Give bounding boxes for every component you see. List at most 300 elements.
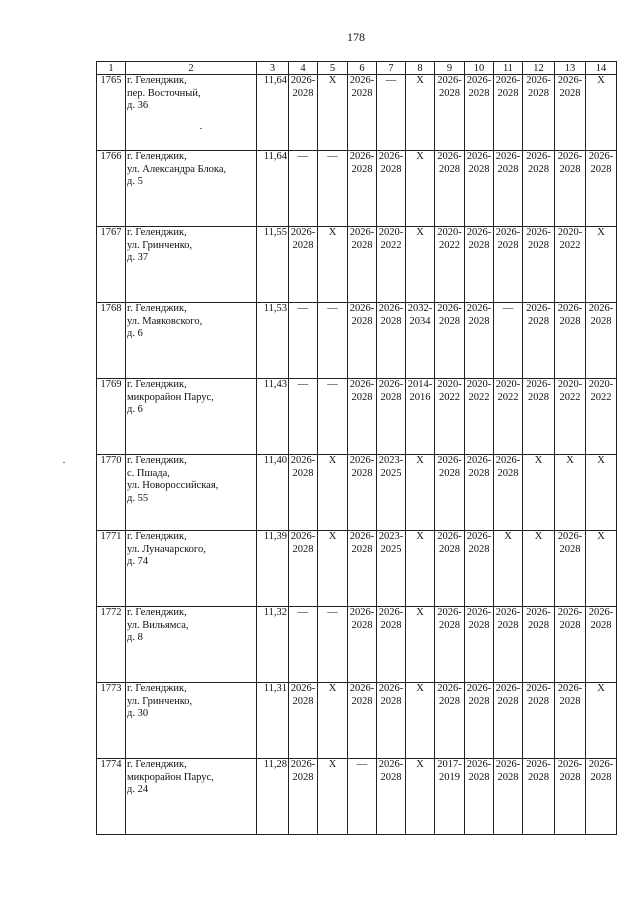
period-text: 2028 [380, 315, 402, 327]
period-text: 2026- [557, 531, 583, 542]
period-text: X [328, 683, 337, 694]
area-cell: 11,53 [257, 303, 289, 379]
period-cell [318, 607, 348, 683]
period-cell [555, 759, 586, 835]
address-line: г. Геленджик, [127, 531, 187, 542]
area-cell: 11,39 [257, 531, 289, 607]
period-text: 2028 [439, 695, 460, 707]
period-text: 2026- [437, 455, 462, 466]
period-text: 2026- [349, 303, 375, 314]
period-text: — [385, 75, 397, 86]
table-row [97, 227, 617, 303]
period-text: X [534, 455, 543, 466]
period-text: 2028 [468, 163, 490, 175]
period-text: 2028 [292, 467, 314, 479]
column-header: 10 [465, 62, 494, 75]
period-cell [348, 455, 377, 531]
table-row [97, 379, 617, 455]
period-text: 2022 [559, 391, 581, 403]
period-cell [465, 455, 494, 531]
address-line: д. 5 [127, 176, 143, 187]
column-header: 7 [377, 62, 406, 75]
period-text: X [597, 227, 605, 238]
period-text: 2026- [466, 607, 492, 618]
period-text: 2028 [351, 467, 373, 479]
period-cell [318, 683, 348, 759]
period-text: X [416, 455, 424, 466]
period-cell [465, 759, 494, 835]
period-text: X [328, 455, 337, 466]
period-text: 2022 [468, 391, 490, 403]
period-cell [586, 759, 617, 835]
address-cell [126, 683, 257, 759]
period-text: 2028 [559, 695, 581, 707]
period-cell [523, 303, 555, 379]
period-text: 2023- [378, 531, 404, 542]
period-cell [377, 227, 406, 303]
period-text: 2026- [495, 455, 521, 466]
address-line: микрорайон Парус, [127, 771, 214, 783]
period-cell [348, 303, 377, 379]
column-header: 3 [257, 62, 289, 75]
period-cell [465, 227, 494, 303]
period-cell [586, 455, 617, 531]
address-line: д. 36 [127, 100, 149, 111]
period-text: 2026- [349, 607, 375, 618]
period-text: X [416, 683, 424, 694]
period-text: 2026- [349, 531, 375, 542]
period-cell [435, 759, 465, 835]
period-text: 2028 [528, 239, 549, 251]
period-cell [523, 607, 555, 683]
period-text: X [597, 683, 605, 694]
address-line: д. 30 [127, 708, 149, 719]
period-text: 2028 [497, 467, 519, 479]
period-text: 2026- [437, 151, 462, 162]
period-cell [289, 455, 318, 531]
period-text: 2028 [497, 239, 519, 251]
period-text: 2026- [378, 151, 404, 162]
period-text: 2014- [407, 379, 433, 390]
period-text: 2028 [380, 771, 402, 783]
period-cell [435, 607, 465, 683]
period-text: 2026- [526, 303, 551, 314]
period-text: 2028 [528, 315, 549, 327]
column-header: 5 [318, 62, 348, 75]
period-cell [586, 227, 617, 303]
period-text: 2028 [497, 87, 519, 99]
table-row [97, 531, 617, 607]
period-text: 2026- [466, 531, 492, 542]
page-number: 178 [347, 30, 365, 44]
period-text: 2028 [497, 619, 519, 631]
period-text: 2028 [528, 695, 549, 707]
area-cell: 11,64 [257, 151, 289, 227]
period-text: 2028 [559, 543, 581, 555]
period-cell [523, 455, 555, 531]
period-text: 2020- [495, 379, 521, 390]
period-text: 2028 [497, 695, 519, 707]
address-line: с. Пшада, [127, 467, 170, 479]
period-text: 2026- [437, 303, 462, 314]
period-text: 2023- [378, 455, 404, 466]
period-text: 2028 [528, 391, 549, 403]
period-text: 2020- [466, 379, 492, 390]
period-text: — [297, 303, 309, 314]
period-text: X [416, 75, 424, 86]
period-cell [523, 531, 555, 607]
period-text: 2028 [468, 467, 490, 479]
period-text: 2026- [466, 455, 492, 466]
period-cell [465, 607, 494, 683]
column-header: 2 [126, 62, 257, 75]
period-text: 2028 [497, 771, 519, 783]
period-cell [406, 531, 435, 607]
period-text: 2028 [468, 771, 490, 783]
period-text: 2028 [351, 619, 373, 631]
column-header: 9 [435, 62, 465, 75]
address-line: пер. Восточный, [127, 87, 201, 99]
row-number-cell: 1769 [97, 379, 126, 455]
period-text: 2026- [437, 531, 462, 542]
column-header: 4 [289, 62, 318, 75]
period-text: 2028 [468, 239, 490, 251]
column-number-row [97, 62, 617, 75]
period-text: — [297, 379, 309, 390]
period-text: 2026- [557, 151, 583, 162]
period-text: 2028 [590, 771, 612, 783]
period-text: 2028 [351, 315, 373, 327]
column-header: 8 [406, 62, 435, 75]
period-text: 2034 [409, 315, 431, 327]
period-text: — [297, 607, 309, 618]
period-cell [435, 303, 465, 379]
period-cell [348, 531, 377, 607]
period-text: 2026- [290, 683, 316, 694]
period-text: 2028 [351, 543, 373, 555]
address-line: ул. Гринченко, [127, 239, 193, 251]
period-cell [318, 227, 348, 303]
period-text: 2022 [497, 391, 519, 403]
period-text: 2020- [588, 379, 614, 390]
table-row [97, 455, 617, 531]
period-text: 2026- [437, 683, 462, 694]
period-text: 2026- [588, 303, 614, 314]
period-cell [348, 607, 377, 683]
period-cell [406, 379, 435, 455]
period-text: 2026- [588, 759, 614, 770]
period-text: 2028 [439, 163, 460, 175]
period-text: 2022 [380, 239, 402, 251]
period-cell [406, 227, 435, 303]
address-cell [126, 455, 257, 531]
period-text: 2028 [292, 543, 314, 555]
period-text: 2026- [466, 683, 492, 694]
period-cell [523, 75, 555, 151]
address-line: ул. Вильямса, [127, 619, 189, 631]
scan-speck [63, 462, 65, 463]
period-text: X [328, 759, 337, 770]
period-text: 2028 [292, 239, 314, 251]
address-cell [126, 75, 257, 151]
address-line: г. Геленджик, [127, 379, 187, 390]
period-text: 2032- [407, 303, 433, 314]
period-text: 2026- [495, 683, 521, 694]
address-line: д. 55 [127, 492, 149, 504]
period-cell [318, 303, 348, 379]
period-cell [586, 607, 617, 683]
address-line: ул. Луначарского, [127, 543, 206, 555]
period-cell [348, 151, 377, 227]
period-cell [494, 75, 523, 151]
period-text: 2026- [557, 75, 583, 86]
period-text: 2016 [409, 391, 431, 403]
period-text: 2026- [495, 759, 521, 770]
period-cell [586, 75, 617, 151]
address-cell [126, 379, 257, 455]
column-header: 14 [586, 62, 617, 75]
period-cell [555, 151, 586, 227]
period-text: 2028 [528, 619, 549, 631]
address-cell [126, 607, 257, 683]
period-cell [348, 759, 377, 835]
period-cell [465, 379, 494, 455]
period-cell [555, 75, 586, 151]
period-cell [348, 227, 377, 303]
period-cell [494, 151, 523, 227]
period-cell [406, 151, 435, 227]
period-text: X [416, 227, 424, 238]
period-cell [555, 379, 586, 455]
period-text: 2026- [495, 75, 521, 86]
period-text: 2028 [351, 87, 373, 99]
table-row [97, 607, 617, 683]
period-cell [289, 607, 318, 683]
period-text: 2025 [380, 543, 402, 555]
period-text: 2026- [437, 75, 462, 86]
period-text: 2026- [495, 607, 521, 618]
period-text: 2028 [590, 619, 612, 631]
row-number-cell: 1766 [97, 151, 126, 227]
period-text: 2025 [380, 467, 402, 479]
row-number-cell: 1771 [97, 531, 126, 607]
period-cell [465, 531, 494, 607]
period-cell [377, 607, 406, 683]
period-cell [289, 531, 318, 607]
row-number-cell: 1765 [97, 75, 126, 151]
period-cell [435, 151, 465, 227]
period-text: 2026- [290, 75, 316, 86]
period-text: 2017- [437, 759, 462, 770]
period-text: X [566, 455, 574, 466]
period-cell [435, 75, 465, 151]
period-text: 2028 [292, 87, 314, 99]
register-table [96, 61, 617, 835]
period-cell [555, 607, 586, 683]
period-cell [377, 75, 406, 151]
table-row [97, 303, 617, 379]
area-cell: 11,32 [257, 607, 289, 683]
area-cell: 11,28 [257, 759, 289, 835]
area-cell: 11,31 [257, 683, 289, 759]
period-text: 2028 [380, 391, 402, 403]
period-text: 2028 [351, 695, 373, 707]
address-line: д. 24 [127, 784, 149, 795]
period-text: 2026- [466, 151, 492, 162]
period-text: 2026- [378, 759, 404, 770]
period-cell [494, 683, 523, 759]
period-text: 2028 [439, 87, 460, 99]
period-cell [318, 455, 348, 531]
period-text: 2028 [559, 163, 581, 175]
address-line: г. Геленджик, [127, 759, 187, 770]
period-cell [406, 607, 435, 683]
column-header: 12 [523, 62, 555, 75]
period-text: 2020- [557, 227, 583, 238]
period-cell [586, 303, 617, 379]
period-cell [406, 759, 435, 835]
period-text: X [416, 759, 424, 770]
row-number-cell: 1772 [97, 607, 126, 683]
period-text: 2026- [466, 759, 492, 770]
period-text: 2026- [349, 151, 375, 162]
period-cell [523, 151, 555, 227]
address-line: г. Геленджик, [127, 151, 187, 162]
address-cell [126, 151, 257, 227]
period-text: 2028 [351, 163, 373, 175]
period-text: 2026- [466, 303, 492, 314]
period-text: 2019 [439, 771, 460, 783]
period-text: X [416, 607, 424, 618]
period-cell [318, 759, 348, 835]
table-body [97, 62, 617, 835]
address-line: ул. Маяковского, [127, 315, 203, 327]
period-cell [289, 379, 318, 455]
period-cell [523, 759, 555, 835]
area-cell: 11,64 [257, 75, 289, 151]
period-cell [289, 683, 318, 759]
column-header: 13 [555, 62, 586, 75]
period-text: 2026- [290, 531, 316, 542]
period-text: X [597, 75, 605, 86]
period-text: 2026- [557, 303, 583, 314]
period-cell [523, 683, 555, 759]
period-cell [289, 227, 318, 303]
area-cell: 11,40 [257, 455, 289, 531]
period-text: 2026- [526, 75, 551, 86]
period-text: 2028 [380, 619, 402, 631]
period-cell [377, 303, 406, 379]
period-cell [494, 227, 523, 303]
period-cell [377, 759, 406, 835]
period-text: 2028 [528, 771, 549, 783]
period-cell [435, 683, 465, 759]
period-cell [377, 379, 406, 455]
period-text: 2028 [351, 391, 373, 403]
period-cell [586, 683, 617, 759]
address-line: д. 37 [127, 252, 149, 263]
period-text: 2026- [437, 607, 462, 618]
period-cell [523, 379, 555, 455]
period-cell [494, 759, 523, 835]
period-cell [348, 379, 377, 455]
period-text: 2026- [495, 227, 521, 238]
period-text: 2028 [439, 467, 460, 479]
period-cell [465, 151, 494, 227]
period-cell [555, 531, 586, 607]
address-cell [126, 303, 257, 379]
period-cell [406, 75, 435, 151]
period-text: 2028 [468, 619, 490, 631]
address-line: г. Геленджик, [127, 303, 187, 314]
period-text: 2026- [466, 75, 492, 86]
period-text: 2028 [590, 163, 612, 175]
period-text: 2028 [292, 771, 314, 783]
period-text: 2026- [588, 151, 614, 162]
period-text: 2026- [526, 227, 551, 238]
table-row [97, 683, 617, 759]
period-text: 2026- [349, 683, 375, 694]
period-cell [465, 683, 494, 759]
period-cell [465, 303, 494, 379]
period-cell [494, 455, 523, 531]
period-text: X [328, 75, 337, 86]
period-text: — [502, 303, 514, 314]
period-text: 2028 [380, 695, 402, 707]
period-text: X [416, 151, 424, 162]
period-text: 2026- [349, 455, 375, 466]
period-text: — [356, 759, 368, 770]
period-text: — [327, 607, 338, 618]
period-text: 2022 [439, 239, 460, 251]
period-cell [435, 379, 465, 455]
period-text: 2028 [468, 543, 490, 555]
address-line: г. Геленджик, [127, 455, 187, 466]
period-text: 2026- [349, 75, 375, 86]
address-line: г. Геленджик, [127, 227, 187, 238]
period-text: — [327, 379, 338, 390]
period-text: 2028 [351, 239, 373, 251]
period-text: 2020- [378, 227, 404, 238]
period-text: 2028 [559, 771, 581, 783]
period-cell [555, 455, 586, 531]
period-cell [586, 531, 617, 607]
period-text: — [327, 303, 338, 314]
period-text: X [416, 531, 424, 542]
row-number-cell: 1770 [97, 455, 126, 531]
period-cell [348, 683, 377, 759]
period-text: X [597, 455, 605, 466]
period-cell [318, 531, 348, 607]
period-text: 2026- [557, 607, 583, 618]
period-cell [555, 303, 586, 379]
period-text: 2028 [439, 543, 460, 555]
period-text: X [504, 531, 512, 542]
row-number-cell: 1773 [97, 683, 126, 759]
period-text: 2028 [528, 163, 549, 175]
row-number-cell: 1768 [97, 303, 126, 379]
period-text: 2028 [590, 315, 612, 327]
address-cell [126, 227, 257, 303]
column-header: 6 [348, 62, 377, 75]
period-cell [523, 227, 555, 303]
period-cell [435, 531, 465, 607]
period-text: 2028 [559, 315, 581, 327]
table-row [97, 75, 617, 151]
period-text: 2026- [495, 151, 521, 162]
period-text: X [328, 227, 337, 238]
area-cell: 11,55 [257, 227, 289, 303]
